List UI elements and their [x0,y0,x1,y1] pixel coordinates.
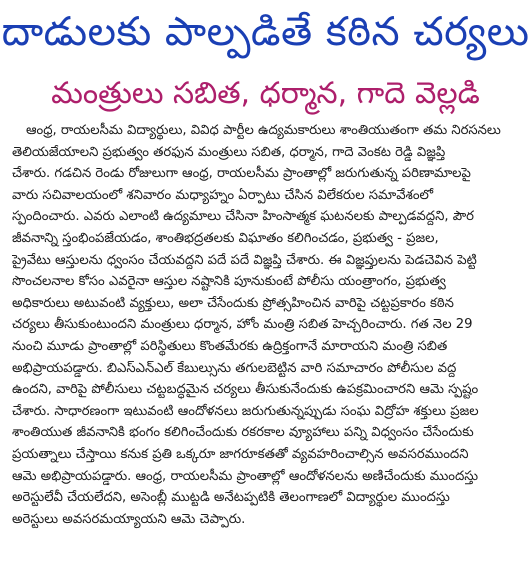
article-body-line: అభిప్రాయపడ్డారు. బిఎస్ఎన్ఎల్ కేబుల్సును తగులబెట్టిన వారి సమాచారం పోలీసుల వద్ద [12,360,457,376]
article-body-line: స్పందించారు. ఎవరు ఎలాంటి ఉద్యమాలు చేసినా హింసాత్మక ఘటనలకు పాల్పడవద్దని, పౌర [12,209,474,225]
article-body-line: నుంచి మూడు ప్రాంతాల్లో పరిస్థితులు కొంతమేరకు ఉద్రిక్తంగానే మారాయని మంత్రి సబిత [12,338,448,354]
article-body-line: ఉందని, వారిపై పోలీసులు చట్టబద్ధమైన చర్యలు తీసుకునేందుకు ఉపక్రమించారని ఆమె స్పష్టం [12,382,479,398]
article-headline: దాడులకు పాల్పడితే కఠిన చర్యలు [1,9,530,55]
article-body-line: సొంచలనాల కోసం ఎవరైనా ఆస్తుల నష్టానికి పూనుకుంటే పోలీసు యంత్రాంగం, ప్రభుత్వ [12,274,446,290]
article-body-line: అరెస్టులేవీ చేయలేదని, అసెంబ్లీ ముట్టడి అనేటప్పటికి తెలంగాణలో విద్యార్థుల ముందస్తు [12,490,450,506]
article-body-line: తెలియజేయాలని ప్రభుత్వం తరఫున మంత్రులు సబిత, ధర్మాన, గాదె వెంకట రెడ్డి విజ్ఞప్తి [12,144,446,160]
article-body-line: వారు సచివాలయంలో శనివారం మధ్యాహ్నం ఏర్పాటు చేసిన విలేకరుల సమావేశంలో [12,187,434,203]
article-body-line: చేశారు. గడచిన రెండు రోజులుగా ఆంధ్ర, రాయలసీమ ప్రాంతాల్లో జరుగుతున్న పరిణామాలపై [12,166,471,182]
article-body-line: చేశారు. సాధారణంగా ఇటువంటి ఆందోళనలు జరుగుతున్నప్పుడు సంఘ విద్రోహ శక్తులు ప్రజల [12,403,479,419]
article-body-line: ప్రైవేటు ఆస్తులను ధ్వంసం చేయవద్దని పదే పదే విజ్ఞప్తి చేశారు. ఈ విజ్ఞప్తులను పెడచెవిన పెట్టి [12,252,477,268]
article-subheadline: మంత్రులు సబిత, ధర్మాన, గాదె వెల్లడి [51,76,480,111]
article-body-line: శాంతియుత జీవనానికి భంగం కలిగించేందుకు రకరకాల వ్యూహాలు పన్ని విధ్వంసం చేసేందుకు [12,425,474,441]
article-body-line: ఆంధ్ర, రాయలసీమ విద్యార్థులు, వివిధ పార్టీల ఉద్యమకారులు శాంతియుతంగా తమ నిరసనలు [26,123,501,138]
article-body-line: అరెస్టులు అవసరమయ్యాయని ఆమె చెప్పారు. [12,511,246,527]
article-body-line: చర్యలు తీసుకుంటుందని మంత్రులు ధర్మాన, హోం మంత్రి సబిత హెచ్చరించారు. గత నెల 29 [12,317,473,333]
article-body-line: అధికారులు అటువంటి వ్యక్తులు, అలా చేసేందుకు ప్రోత్సహించిన వారిపై చట్టప్రకారం కఠిన [12,295,454,311]
article-body [12,120,520,530]
article-body-line: ఆమె అభిప్రాయపడ్డారు. ఆంధ్ర, రాయలసీమ ప్రాంతాల్లో ఆందోళనలను అణిచేందుకు ముందస్తు [12,468,479,484]
article-body-line: జీవనాన్ని స్తంభింపజేయడం, శాంతిభద్రతలకు విఘాతం కలిగించడం, ప్రభుత్వ - ప్రజల, [12,230,439,246]
article-body-line: ప్రయత్నాలు చేస్తాయి కనుక ప్రతి ఒక్కరూ జాగరూకతతో వ్యవహరించాల్సిన అవసరముందని [12,446,469,462]
